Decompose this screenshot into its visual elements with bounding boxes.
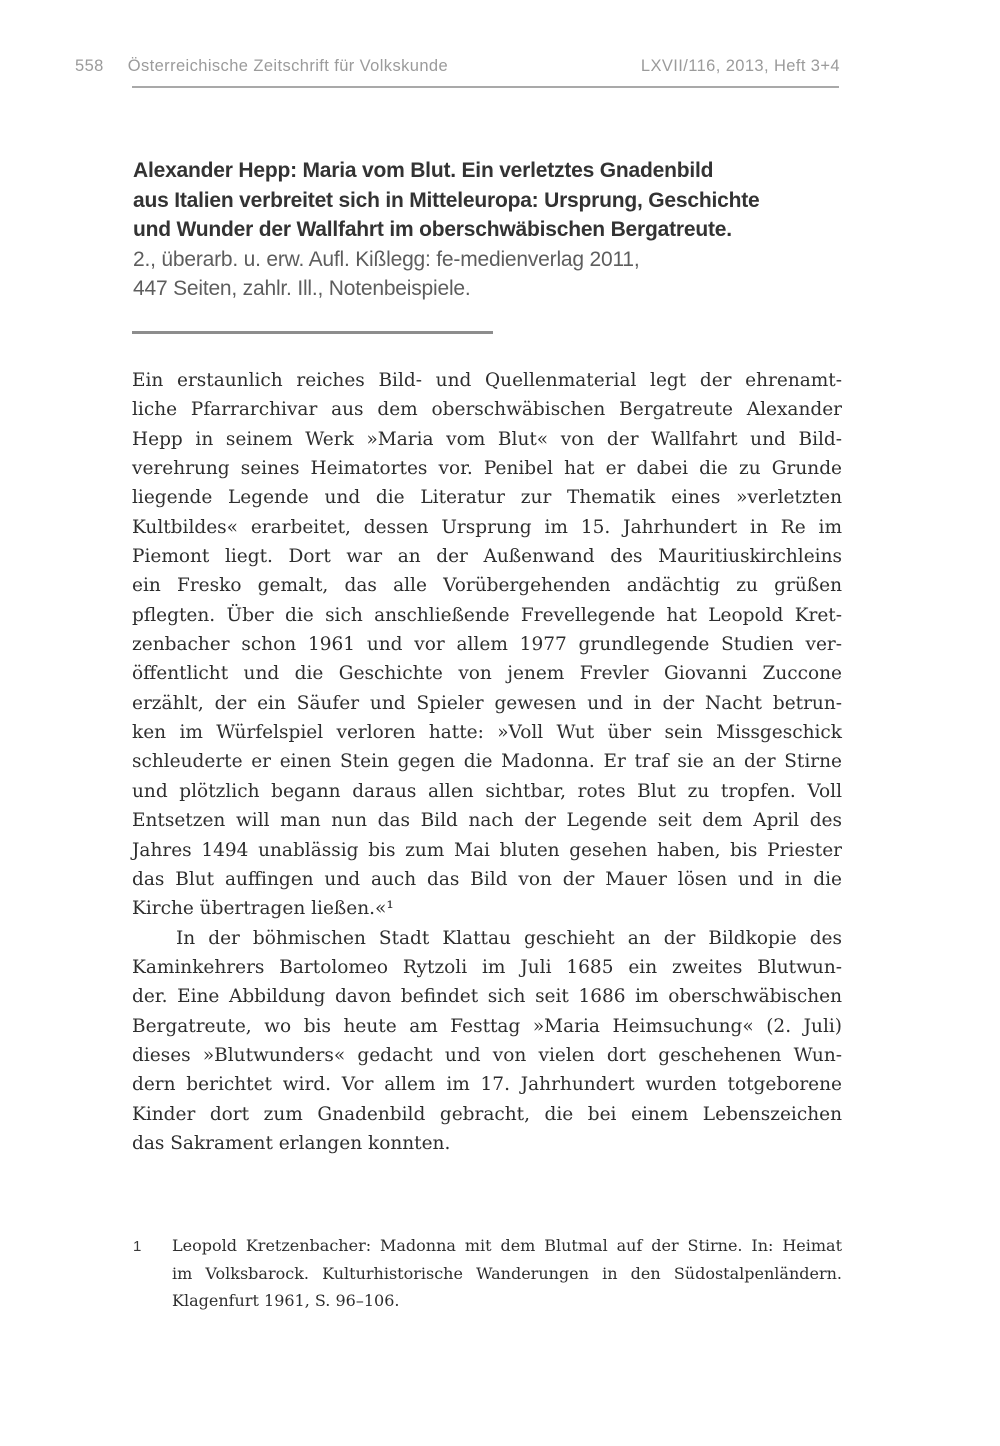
- body-line: öffentlicht und die Geschichte von jenem Frevler Giovanni Zuccone: [132, 663, 842, 685]
- body-line: liegende Legende und die Literatur zur Thematik eines »verletzten: [132, 487, 842, 509]
- review-title-line: aus Italien verbreitet sich in Mitteleuropa: Ursprung, Geschichte: [133, 188, 760, 212]
- body-line: Kaminkehrers Bartolomeo Rytzoli im Juli 1685 ein zweites Blutwun-: [132, 956, 842, 978]
- body-line: Kinder dort zum Gnadenbild gebracht, die bei einem Lebenszeichen: [132, 1103, 842, 1125]
- body-line: schleuderte er einen Stein gegen die Madonna. Er traf sie an der Stirne: [132, 751, 842, 773]
- footnote-text: [172, 1232, 842, 1315]
- footnote-line: Klagenfurt 1961, S. 96–106.: [172, 1291, 400, 1310]
- body-line: Ein erstaunlich reiches Bild- und Quellenmaterial legt der ehrenamt-: [132, 370, 842, 391]
- body-line: und plötzlich begann daraus allen sichtbar, rotes Blut zu tropfen. Voll: [132, 780, 842, 802]
- body-line: Hepp in seinem Werk »Maria vom Blut« von der Wallfahrt und Bild-: [132, 428, 842, 450]
- body-line: zenbacher schon 1961 und vor allem 1977 grundlegende Studien ver-: [132, 634, 842, 656]
- body-line: In der böhmischen Stadt Klattau geschieht an der Bildkopie des: [176, 927, 842, 949]
- body-line: der. Eine Abbildung davon befindet sich seit 1686 im oberschwäbischen: [132, 986, 842, 1008]
- body-line: das Sakrament erlangen konnten.: [132, 1132, 451, 1154]
- body-line: das Blut auffingen und auch das Bild von der Mauer lösen und in die: [132, 868, 842, 890]
- body-line: Jahres 1494 unablässig bis zum Mai bluten gesehen haben, bis Priester: [132, 839, 842, 861]
- review-body-text: [132, 366, 842, 1158]
- footnote-line: Leopold Kretzenbacher: Madonna mit dem Blutmal auf der Stirne. In: Heimat: [172, 1236, 842, 1255]
- journal-title: Österreichische Zeitschrift für Volkskunde: [127, 57, 449, 75]
- review-subtitle-line: 2., überarb. u. erw. Aufl. Kißlegg: fe-medienverlag 2011,: [133, 247, 640, 271]
- review-title-line: Alexander Hepp: Maria vom Blut. Ein verletztes Gnadenbild: [133, 159, 714, 182]
- running-head: [75, 57, 840, 76]
- body-line: Kirche übertragen ließen.«¹: [132, 898, 394, 920]
- footnote-marker: 1: [133, 1238, 142, 1255]
- body-line: Entsetzen will man nun das Bild nach der Legende seit dem April des: [132, 810, 842, 832]
- body-line: dern berichtet wird. Vor allem im 17. Jahrhundert wurden totgeborene: [132, 1074, 842, 1096]
- review-title-line: und Wunder der Wallfahrt im oberschwäbischen Bergatreute.: [133, 218, 732, 241]
- footnote-line: im Volksbarock. Kulturhistorische Wanderungen in den Südostalpenländern.: [172, 1263, 842, 1283]
- issue-info: LXVII/116, 2013, Heft 3+4: [640, 57, 840, 75]
- footnote: [133, 1232, 842, 1315]
- header-rule: [132, 86, 839, 88]
- body-line: dieses »Blutwunders« gedacht und von vielen dort geschehenen Wun-: [132, 1044, 842, 1066]
- heading-divider-rule: [132, 331, 493, 334]
- body-line: ein Fresko gemalt, das alle Vorübergehenden andächtig zu grüßen: [132, 575, 842, 597]
- review-subtitle-line: 447 Seiten, zahlr. Ill., Notenbeispiele.: [133, 277, 471, 300]
- body-line: pflegten. Über die sich anschließende Frevellegende hat Leopold Kret-: [132, 604, 842, 626]
- body-line: liche Pfarrarchivar aus dem oberschwäbischen Bergatreute Alexander: [132, 399, 842, 421]
- review-heading: [133, 156, 853, 304]
- body-line: Piemont liegt. Dort war an der Außenwand des Mauritiuskirchleins: [132, 546, 842, 568]
- body-line: ken im Würfelspiel verloren hatte: »Voll Wut über sein Missgeschick: [132, 722, 842, 744]
- body-line: Kultbildes« erarbeitet, dessen Ursprung im 15. Jahrhundert in Re im: [132, 516, 842, 538]
- body-line: erzählt, der ein Säufer und Spieler gewesen und in der Nacht betrun-: [132, 692, 842, 714]
- body-line: verehrung seines Heimatortes vor. Penibel hat er dabei die zu Grunde: [132, 458, 842, 480]
- body-line: Bergatreute, wo bis heute am Festtag »Maria Heimsuchung« (2. Juli): [132, 1015, 842, 1037]
- page-number: 558: [75, 57, 104, 75]
